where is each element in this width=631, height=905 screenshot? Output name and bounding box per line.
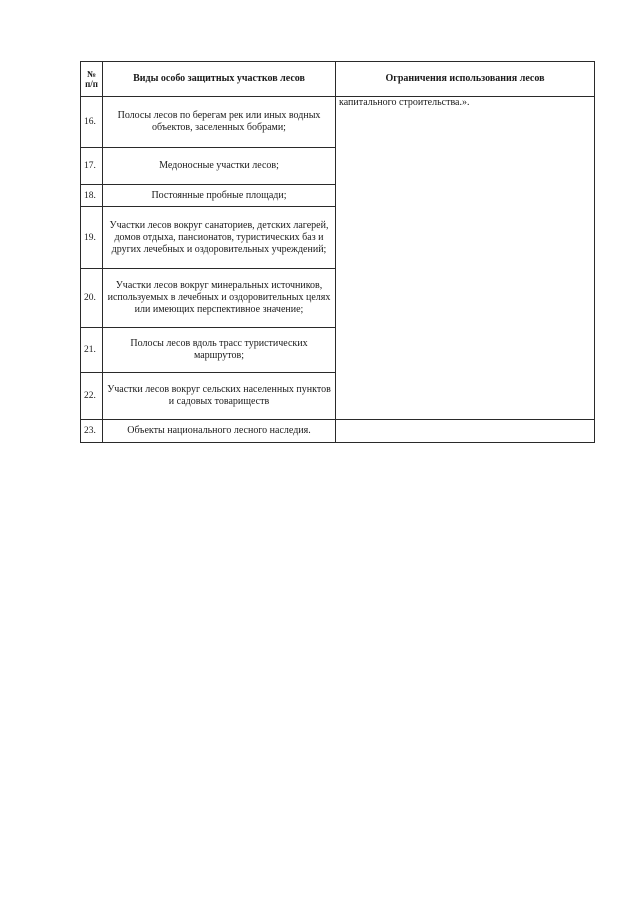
row-number: 20. — [81, 269, 103, 328]
table-row — [81, 420, 595, 443]
forest-type-cell: Участки лесов вокруг санаториев, детских лагерей, домов отдыха, пансионатов, туристических баз и других лечебных и оздоровительных учреждений; — [103, 207, 336, 269]
forest-type-cell: Участки лесов вокруг сельских населенных пунктов и садовых товариществ — [103, 373, 336, 420]
table-header-row — [81, 62, 595, 97]
row-number: 19. — [81, 207, 103, 269]
row-number: 23. — [81, 420, 103, 443]
forest-type-cell: Постоянные пробные площади; — [103, 185, 336, 207]
row-number: 22. — [81, 373, 103, 420]
row-number: 21. — [81, 328, 103, 373]
forest-type-cell: Полосы лесов вдоль трасс туристических маршрутов; — [103, 328, 336, 373]
row-number: 16. — [81, 97, 103, 148]
row-number: 18. — [81, 185, 103, 207]
restrictions-cell: капитального строительства.». — [336, 97, 595, 420]
forest-type-cell: Полосы лесов по берегам рек или иных водных объектов, заселенных бобрами; — [103, 97, 336, 148]
forest-type-cell: Медоносные участки лесов; — [103, 148, 336, 185]
header-forest-type: Виды особо защитных участков лесов — [103, 62, 336, 97]
forest-type-cell: Участки лесов вокруг минеральных источников, используемых в лечебных и оздоровительных целях или имеющих перспективное значение; — [103, 269, 336, 328]
header-number: № п/п — [81, 62, 103, 97]
forest-type-cell: Объекты национального лесного наследия. — [103, 420, 336, 443]
row-number: 17. — [81, 148, 103, 185]
protective-forests-table — [80, 61, 595, 443]
restrictions-cell-empty — [336, 420, 595, 443]
table-row — [81, 97, 595, 148]
header-restrictions: Ограничения использования лесов — [336, 62, 595, 97]
